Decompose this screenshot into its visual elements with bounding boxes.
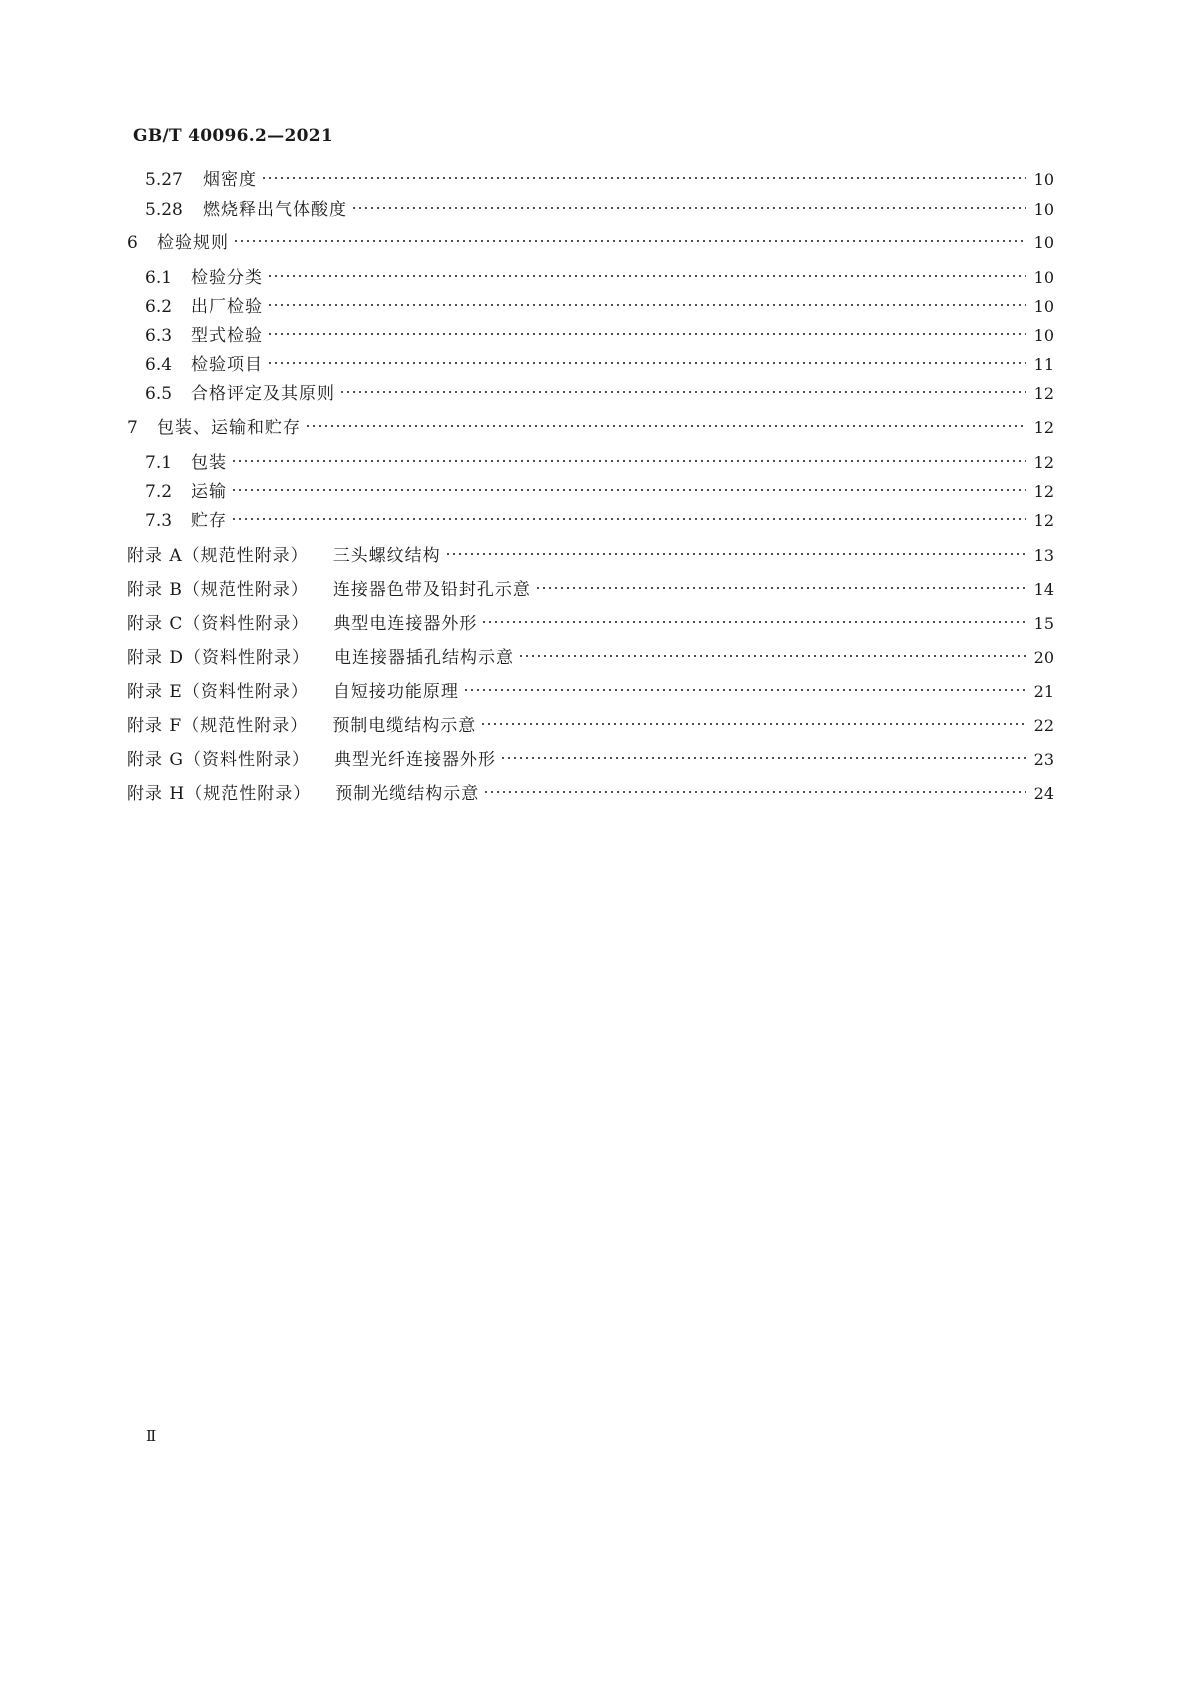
toc-leader-dots (339, 389, 1026, 395)
toc-page-number: 12 (1033, 482, 1054, 501)
toc-page-number: 10 (1033, 200, 1054, 219)
toc-entry-appendix-f[interactable] (127, 715, 1054, 737)
toc-entry-6-5[interactable] (145, 383, 1054, 405)
toc-title: 出厂检验 (191, 297, 263, 317)
toc-page-number: 12 (1033, 453, 1054, 472)
toc-leader-dots (483, 789, 1026, 795)
toc-leader-dots (231, 516, 1026, 522)
toc-appendix-label: 附录 E（资料性附录） (127, 682, 309, 702)
toc-title: 烟密度 (203, 170, 257, 190)
toc-appendix-label: 附录 H（规范性附录） (127, 784, 312, 804)
toc-leader-dots (233, 238, 1026, 244)
toc-page-number: 23 (1033, 750, 1054, 769)
toc-page-number: 13 (1033, 546, 1054, 565)
toc-entry-6[interactable] (127, 232, 1054, 254)
toc-title: 包装、运输和贮存 (157, 418, 301, 438)
page-header-standard-code: GB/T 40096.2—2021 (133, 126, 333, 146)
toc-leader-dots (305, 423, 1026, 429)
toc-entry-appendix-b[interactable] (127, 579, 1054, 601)
toc-appendix-label: 附录 D（资料性附录） (127, 648, 311, 668)
toc-page-number: 12 (1033, 418, 1054, 437)
toc-leader-dots (231, 458, 1026, 464)
toc-title: 自短接功能原理 (332, 682, 459, 702)
toc-entry-6-3[interactable] (145, 325, 1054, 347)
toc-page-number: 10 (1033, 268, 1054, 287)
toc-page-number: 10 (1033, 233, 1054, 252)
toc-entry-appendix-g[interactable] (127, 749, 1054, 771)
toc-appendix-label: 附录 B（规范性附录） (127, 580, 309, 600)
toc-entry-appendix-e[interactable] (127, 681, 1054, 703)
toc-page-number: 10 (1033, 326, 1054, 345)
toc-title: 贮存 (191, 511, 227, 531)
toc-title: 包装 (191, 453, 227, 473)
toc-leader-dots (267, 273, 1026, 279)
toc-number: 7.2 (145, 482, 173, 502)
toc-number: 7 (127, 418, 138, 438)
toc-leader-dots (261, 175, 1026, 181)
toc-title: 运输 (191, 482, 227, 502)
toc-entry-appendix-h[interactable] (127, 783, 1054, 805)
toc-entry-6-1[interactable] (145, 267, 1054, 289)
toc-number: 6.2 (145, 297, 173, 317)
toc-page-number: 20 (1033, 648, 1054, 667)
toc-number: 7.1 (145, 453, 173, 473)
toc-number: 6.4 (145, 355, 173, 375)
toc-number: 7.3 (145, 511, 173, 531)
toc-leader-dots (351, 205, 1026, 211)
toc-page-number: 14 (1033, 580, 1054, 599)
toc-leader-dots (231, 487, 1026, 493)
page-footer-number: Ⅱ (146, 1427, 157, 1445)
toc-entry-7-1[interactable] (145, 452, 1054, 474)
toc-leader-dots (518, 653, 1026, 659)
toc-number: 6 (127, 233, 138, 253)
toc-title: 三头螺纹结构 (332, 546, 441, 566)
toc-leader-dots (500, 755, 1026, 761)
toc-entry-6-4[interactable] (145, 354, 1054, 376)
toc-leader-dots (267, 360, 1026, 366)
toc-entry-5-28[interactable] (145, 199, 1054, 221)
toc-number: 6.5 (145, 384, 173, 404)
toc-page-number: 10 (1033, 297, 1054, 316)
toc-entry-6-2[interactable] (145, 296, 1054, 318)
toc-title: 典型电连接器外形 (333, 614, 478, 634)
toc-leader-dots (535, 585, 1026, 591)
toc-number: 5.27 (145, 170, 183, 190)
toc-title: 检验规则 (157, 233, 229, 253)
toc-entry-7-3[interactable] (145, 510, 1054, 532)
toc-number: 5.28 (145, 200, 183, 220)
toc-page-number: 24 (1033, 784, 1054, 803)
toc-number: 6.3 (145, 326, 173, 346)
toc-title: 典型光纤连接器外形 (333, 750, 496, 770)
toc-entry-7-2[interactable] (145, 481, 1054, 503)
toc-leader-dots (267, 331, 1026, 337)
toc-title: 合格评定及其原则 (191, 384, 335, 404)
toc-page-number: 12 (1033, 511, 1054, 530)
toc-appendix-label: 附录 C（资料性附录） (127, 614, 310, 634)
toc-page-number: 12 (1033, 384, 1054, 403)
toc-number: 6.1 (145, 268, 173, 288)
toc-appendix-label: 附录 G（资料性附录） (127, 750, 310, 770)
toc-leader-dots (267, 302, 1026, 308)
toc-title: 电连接器插孔结构示意 (334, 648, 515, 668)
toc-page-number: 15 (1033, 614, 1054, 633)
toc-title: 预制电缆结构示意 (332, 716, 477, 736)
toc-title: 燃烧释出气体酸度 (203, 200, 347, 220)
toc-page-number: 11 (1033, 355, 1054, 374)
toc-title: 检验项目 (191, 355, 263, 375)
toc-appendix-label: 附录 A（规范性附录） (127, 546, 309, 566)
toc-page-number: 21 (1033, 682, 1054, 701)
toc-entry-7[interactable] (127, 417, 1054, 439)
toc-title: 连接器色带及铅封孔示意 (332, 580, 531, 600)
toc-leader-dots (445, 551, 1026, 557)
toc-page-number: 10 (1033, 170, 1054, 189)
toc-leader-dots (480, 721, 1026, 727)
toc-entry-appendix-d[interactable] (127, 647, 1054, 669)
toc-entry-appendix-c[interactable] (127, 613, 1054, 635)
toc-leader-dots (463, 687, 1026, 693)
toc-entry-5-27[interactable] (145, 169, 1054, 191)
toc-title: 检验分类 (191, 268, 263, 288)
toc-page-number: 22 (1033, 716, 1054, 735)
toc-appendix-label: 附录 F（规范性附录） (127, 716, 309, 736)
toc-title: 预制光缆结构示意 (335, 784, 480, 804)
toc-title: 型式检验 (191, 326, 263, 346)
toc-leader-dots (481, 619, 1026, 625)
toc-entry-appendix-a[interactable] (127, 545, 1054, 567)
